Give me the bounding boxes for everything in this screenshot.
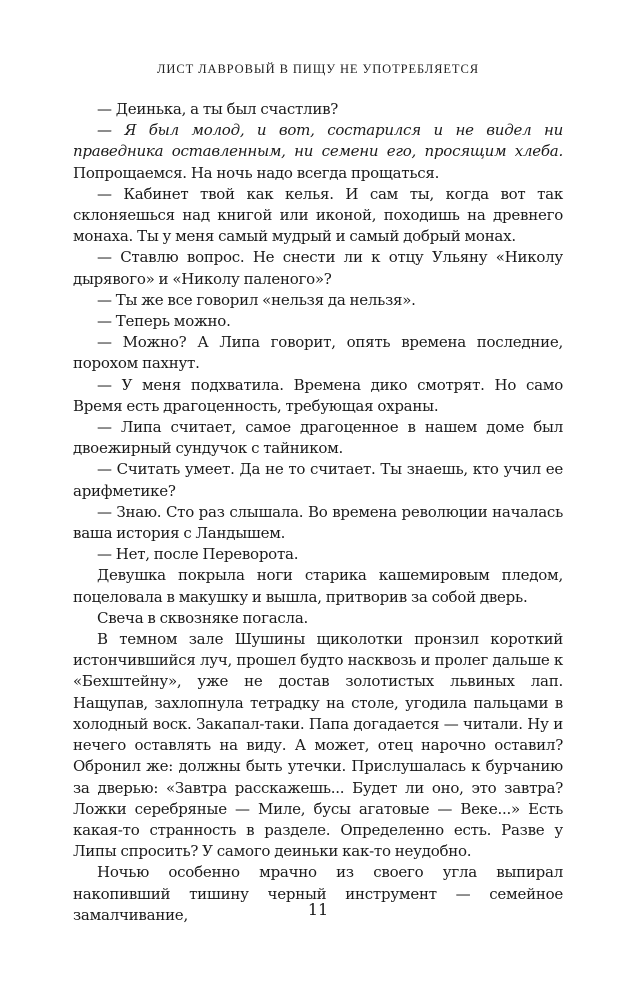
italic-quote: — Я был молод, и вот, состарился и не видел ни праведника оставленным, ни семени его, просящим хлеба. (73, 121, 563, 161)
paragraph: — Нет, после Переворота. (97, 545, 299, 564)
book-page (73, 0, 563, 1000)
paragraph: В темном зале Шушины щиколотки пронзил короткий истончившийся луч, прошел будто насквозь и пролег дальше к «Бехштейну», уже не достав золотистых львиных лап. Нащупав, захлопнула тетрадку на столе, угодила пальцами в холодный воск. Закапал-таки. Папа догадается — читали. Ну и нечего оставлять на виду. А может, отец нарочно оставил? Обронил же: должны быть утечки. Прислушалась к бурчанию за дверью: «Завтра расскажешь... Будет ли оно, это завтра? Ложки серебряные — Миле, бусы агатовые — Веке...» Есть какая-то странность в разделе. Определенно есть. Разве у Липы спросить? У самого деиньки как-то неудобно. (73, 630, 563, 861)
paragraph: — Считать умеет. Да не то считает. Ты знаешь, кто учил ее арифметике? (73, 460, 563, 500)
paragraph: Ночью особенно мрачно из своего угла выпирал накопивший тишину черный инструмент — семейное замалчивание, (73, 863, 563, 924)
running-title: ЛИСТ ЛАВРОВЫЙ В ПИЩУ НЕ УПОТРЕБЛЯЕТСЯ (157, 62, 479, 76)
paragraph: — Знаю. Сто раз слышала. Во времена революции началась ваша история с Ландышем. (73, 502, 563, 543)
paragraph: Свеча в сквозняке погасла. (97, 608, 309, 627)
paragraph: — Теперь можно. (97, 312, 231, 331)
paragraph: — Ты же все говорил «нельзя да нельзя». (97, 290, 416, 309)
paragraph: — Липа считает, самое драгоценное в нашем доме был двоежирный сундучок с тайником. (73, 418, 563, 458)
paragraph: — Ставлю вопрос. Не снести ли к отцу Ульяну «Николу дырявого» и «Николу паленого»? (73, 248, 563, 288)
paragraph: Девушка покрыла ноги старика кашемировым пледом, поцеловала в макушку и вышла, притворив за собой дверь. (73, 566, 563, 606)
paragraph: — Деинька, а ты был счастлив? (97, 100, 339, 118)
page-number: 11 (307, 900, 329, 919)
body-text (73, 99, 563, 926)
paragraph: — Можно? А Липа говорит, опять времена последние, порохом пахнут. (73, 333, 563, 373)
paragraph: — У меня подхватила. Времена дико смотрят. Но само Время есть драгоценность, требующая охраны. (73, 375, 563, 415)
paragraph: — Кабинет твой как келья. И сам ты, когда вот так склоняешься над книгой или иконой, походишь на древнего монаха. Ты у меня самый мудрый и самый добрый монах. (73, 184, 563, 246)
paragraph: — Я был молод, и вот, состарился и не видел ни праведника оставленным, ни семени его, просящим хлеба. Попрощаемся. На ночь надо всегда прощаться. (73, 121, 563, 182)
